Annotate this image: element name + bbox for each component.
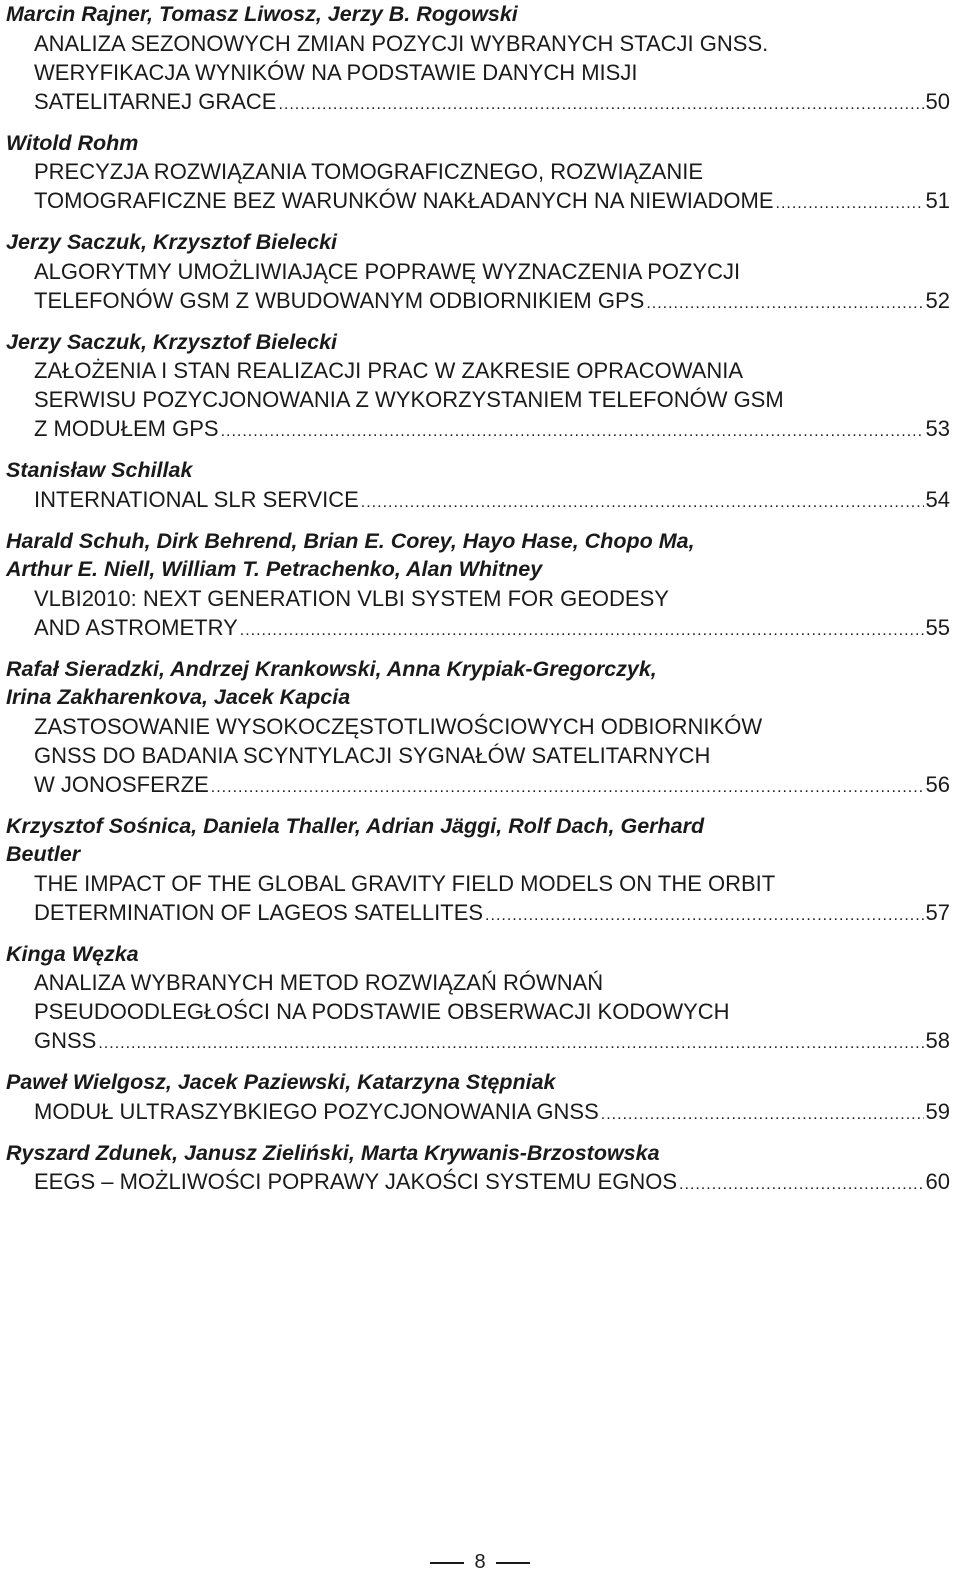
toc-entry-title-text: W JONOSFERZE	[34, 771, 209, 797]
toc-entry-page-number: 60	[925, 1169, 950, 1194]
toc-entry[interactable]	[6, 1068, 950, 1129]
toc-entry[interactable]	[6, 812, 950, 930]
toc-entry-page-number: 59	[925, 1098, 950, 1124]
toc-entry-title-line: PRECYZJA ROZWIĄZANIA TOMOGRAFICZNEGO, ROZWIĄZANIE	[34, 159, 704, 184]
toc-entry-authors: Rafał Sieradzki, Andrzej Krankowski, Anna Krypiak-Gregorczyk,	[6, 656, 657, 681]
toc-entry-title-line: ZAŁOŻENIA I STAN REALIZACJI PRAC W ZAKRESIE OPRACOWANIA	[34, 358, 744, 383]
toc-entry-title-last-line	[6, 186, 950, 218]
toc-entry[interactable]	[6, 655, 950, 802]
toc-entry-title-last-line	[6, 770, 950, 802]
toc-entry-title-last-line	[6, 414, 950, 446]
toc-entry-page-number: 58	[925, 1028, 950, 1053]
toc-entry-title-line: THE IMPACT OF THE GLOBAL GRAVITY FIELD MODELS ON THE ORBIT	[34, 870, 776, 896]
toc-entry-page-number: 57	[925, 899, 950, 925]
dot-leader	[221, 417, 924, 446]
toc-entry-authors: Kinga Węzka	[6, 941, 139, 966]
footer-dash-left	[430, 1562, 464, 1564]
page-number: 8	[474, 1551, 486, 1573]
toc-entry-page-number: 56	[925, 771, 950, 797]
toc-entry-title-text: INTERNATIONAL SLR SERVICE	[34, 486, 359, 512]
toc-entry-title-last-line	[6, 485, 950, 517]
dot-leader	[211, 773, 924, 802]
toc-entry-title-text: AND ASTROMETRY	[34, 614, 238, 640]
toc-entry-title-text: TOMOGRAFICZNE BEZ WARUNKÓW NAKŁADANYCH NA NIEWIADOME	[34, 188, 774, 213]
toc-entry-authors: Jerzy Saczuk, Krzysztof Bielecki	[6, 230, 338, 254]
dot-leader	[601, 1100, 924, 1129]
toc-entry[interactable]	[6, 129, 950, 219]
toc-entry-authors: Arthur E. Niell, William T. Petrachenko, Alan Whitney	[6, 557, 543, 581]
toc-entry-authors: Ryszard Zdunek, Janusz Zieliński, Marta Krywanis-Brzostowska	[6, 1140, 660, 1165]
toc-entry-title-text: EEGS – MOŻLIWOŚCI POPRAWY JAKOŚCI SYSTEMU EGNOS	[34, 1169, 678, 1194]
toc-entry-page-number: 54	[925, 486, 950, 512]
toc-entry-title-text: Z MODUŁEM GPS	[34, 416, 219, 441]
dot-leader	[646, 289, 923, 318]
toc-entry-title-text: SATELITARNEJ GRACE	[34, 88, 277, 114]
toc-entry-page-number: 51	[925, 188, 950, 213]
toc-entry-authors: Harald Schuh, Dirk Behrend, Brian E. Corey, Hayo Hase, Chopo Ma,	[6, 528, 695, 553]
toc-entry[interactable]	[6, 228, 950, 318]
toc-entry-authors: Marcin Rajner, Tomasz Liwosz, Jerzy B. Rogowski	[6, 2, 518, 26]
toc-entry-authors: Irina Zakharenkova, Jacek Kapcia	[6, 685, 351, 709]
toc-entry-authors: Jerzy Saczuk, Krzysztof Bielecki	[6, 329, 338, 354]
toc-entry-title-line: GNSS DO BADANIA SCYNTYLACJI SYGNAŁÓW SATELITARNYCH	[34, 742, 711, 768]
toc-entry-page-number: 55	[925, 614, 950, 640]
page-footer	[0, 1550, 960, 1574]
table-of-contents	[6, 0, 950, 1209]
dot-leader	[776, 189, 924, 218]
toc-entry-title-last-line	[6, 898, 950, 930]
toc-entry-page-number: 53	[925, 416, 950, 441]
footer-dash-right	[496, 1562, 530, 1564]
dot-leader	[361, 488, 924, 517]
toc-entry-title-last-line	[6, 1167, 950, 1199]
toc-entry-title-line: ALGORYTMY UMOŻLIWIAJĄCE POPRAWĘ WYZNACZENIA POZYCJI	[34, 258, 741, 284]
toc-entry[interactable]	[6, 456, 950, 517]
toc-entry[interactable]	[6, 328, 950, 447]
toc-entry[interactable]	[6, 0, 950, 119]
toc-entry[interactable]	[6, 1139, 950, 1200]
dot-leader	[679, 1170, 924, 1199]
toc-entry-title-line: VLBI2010: NEXT GENERATION VLBI SYSTEM FOR GEODESY	[34, 585, 669, 611]
toc-entry-title-line: WERYFIKACJA WYNIKÓW NA PODSTAWIE DANYCH MISJI	[34, 59, 638, 85]
toc-entry-title-last-line	[6, 613, 950, 645]
toc-entry-title-text: MODUŁ ULTRASZYBKIEGO POZYCJONOWANIA GNSS	[34, 1098, 599, 1124]
toc-entry-title-line: SERWISU POZYCJONOWANIA Z WYKORZYSTANIEM TELEFONÓW GSM	[34, 387, 784, 412]
toc-entry-title-line: ANALIZA SEZONOWYCH ZMIAN POZYCJI WYBRANYCH STACJI GNSS.	[34, 30, 769, 56]
toc-entry-title-last-line	[6, 87, 950, 119]
toc-entry-page-number: 50	[925, 88, 950, 114]
toc-entry-title-line: ANALIZA WYBRANYCH METOD ROZWIĄZAŃ RÓWNAŃ	[34, 970, 604, 995]
toc-entry-title-last-line	[6, 1026, 950, 1058]
toc-entry-page-number: 52	[925, 287, 950, 313]
toc-entry-title-last-line	[6, 1097, 950, 1129]
toc-entry[interactable]	[6, 940, 950, 1059]
toc-entry-authors: Paweł Wielgosz, Jacek Paziewski, Katarzyna Stępniak	[6, 1070, 556, 1094]
toc-entry-authors: Witold Rohm	[6, 130, 139, 155]
dot-leader	[98, 1029, 923, 1058]
dot-leader	[240, 616, 924, 645]
dot-leader	[278, 90, 923, 119]
toc-entry-authors: Stanisław Schillak	[6, 458, 193, 482]
toc-entry-title-text: TELEFONÓW GSM Z WBUDOWANYM ODBIORNIKIEM GPS	[34, 287, 645, 313]
toc-entry-title-line: ZASTOSOWANIE WYSOKOCZĘSTOTLIWOŚCIOWYCH ODBIORNIKÓW	[34, 713, 763, 739]
toc-entry-title-text: DETERMINATION OF LAGEOS SATELLITES	[34, 899, 484, 925]
toc-entry-title-last-line	[6, 286, 950, 318]
toc-entry-authors: Beutler	[6, 842, 81, 866]
toc-entry[interactable]	[6, 527, 950, 645]
toc-entry-title-line: PSEUDOODLEGŁOŚCI NA PODSTAWIE OBSERWACJI KODOWYCH	[34, 999, 730, 1024]
toc-entry-authors: Krzysztof Sośnica, Daniela Thaller, Adrian Jäggi, Rolf Dach, Gerhard	[6, 813, 705, 838]
dot-leader	[485, 901, 923, 930]
toc-entry-title-text: GNSS	[34, 1028, 97, 1053]
